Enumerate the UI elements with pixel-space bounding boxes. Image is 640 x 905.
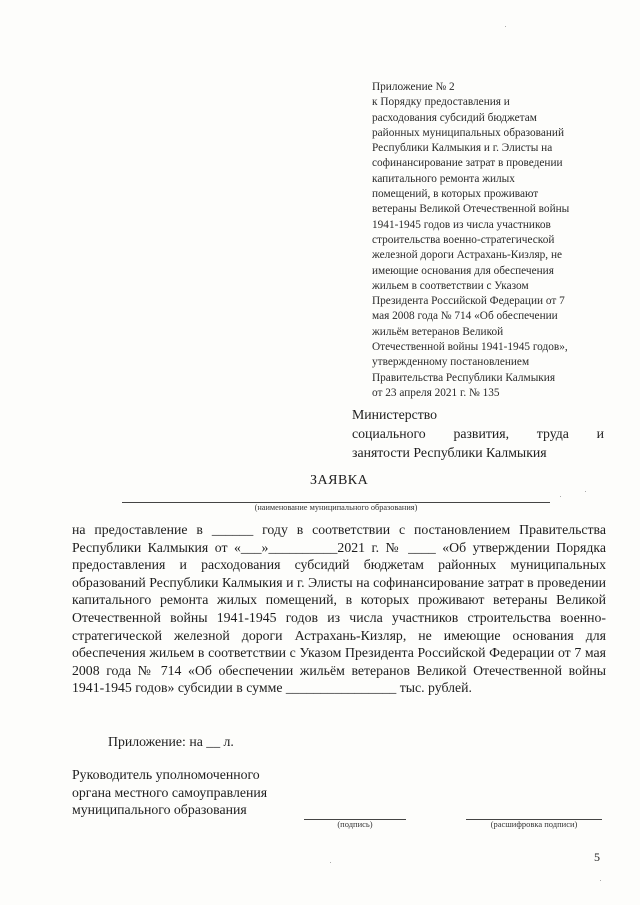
addressee-word: и (596, 426, 604, 441)
appendix-line: Республики Калмыкия и г. Элисты на (372, 142, 553, 155)
appendix-line: от 23 апреля 2021 г. № 135 (372, 386, 500, 399)
addressee-line: Министерство (352, 407, 438, 422)
appendix-line: Отечественной войны 1941-1945 годов», (372, 341, 568, 354)
scan-speck (600, 880, 601, 881)
appendix-line: Правительства Республики Калмыкия (372, 371, 556, 384)
appendix-line: районных муниципальных образований (372, 126, 564, 139)
appendix-line: Президента Российской Федерации от 7 (372, 295, 565, 308)
signatory-line: Руководитель уполномоченного (72, 767, 260, 782)
municipality-name-caption: (наименование муниципального образования) (254, 503, 418, 512)
signature-caption: (подпись) (337, 819, 373, 829)
signature-decoding-caption: (расшифровка подписи) (490, 819, 578, 829)
addressee-block (352, 405, 604, 462)
application-body (72, 521, 606, 697)
document-title: ЗАЯВКА (310, 473, 369, 488)
appendix-block (372, 80, 608, 401)
appendix-line: расходования субсидий бюджетам (372, 111, 537, 124)
application-text: на предоставление в ______ году в соответствии с постановлением Правительства Республики Калмыкия от «___»__________2021 г. № ____ «Об утверждении Порядка предоставления и расходования субсидий бюджетам районных муниципальных образований Республики Калмыкия и г. Элисты на софинансирование затрат в проведении капитального ремонта жилых помещений, в которых проживают ветераны Великой Отечественной войны 1941-1945 годов из числа участников строительства военно-стратегической железной дороги Астрахань-Кизляр, не имеющие основания для обеспечения жильем в соответствии с Указом Президента Российской Федерации от 7 мая 2008 года № 714 «Об обеспечении жильём ветеранов Великой Отечественной войны 1941-1945 годов» субсидии в сумме ________________ тыс. рублей. (72, 522, 606, 696)
appendix-line: софинансирование затрат в проведении (372, 157, 563, 170)
appendix-line: капитального ремонта жилых (372, 172, 515, 185)
appendix-line: Приложение № 2 (372, 81, 455, 93)
addressee-word: развития, (453, 426, 510, 441)
scan-speck (505, 26, 506, 27)
addressee-line: занятости Республики Калмыкия (352, 445, 547, 460)
page-number: 5 (594, 850, 600, 864)
appendix-line: мая 2008 года № 714 «Об обеспечении (372, 310, 558, 323)
signatory-line: органа местного самоуправления (72, 784, 268, 800)
appendix-line: ветераны Великой Отечественной войны (372, 203, 570, 216)
scan-speck (585, 491, 586, 492)
addressee-word: труда (536, 426, 569, 441)
attachment-note: Приложение: на __ л. (108, 734, 234, 749)
addressee-word: социального (352, 426, 426, 441)
appendix-line: имеющие основания для обеспечения (372, 264, 554, 277)
addressee-line (352, 424, 604, 443)
signatory-block (72, 766, 302, 819)
scan-speck (330, 862, 331, 863)
appendix-line: утвержденному постановлением (372, 356, 530, 369)
appendix-line: к Порядку предоставления и (372, 96, 510, 109)
appendix-line: строительства военно-стратегической (372, 233, 555, 246)
scan-speck (560, 496, 561, 497)
appendix-line: 1941-1945 годов из числа участников (372, 218, 551, 231)
appendix-line: жильём ветеранов Великой (372, 325, 504, 338)
signatory-line: муниципального образования (72, 802, 247, 818)
appendix-line: жильем в соответствии с Указом (372, 279, 529, 292)
appendix-line: помещений, в которых проживают (372, 188, 539, 201)
appendix-line: железной дороги Астрахань-Кизляр, не (372, 249, 563, 262)
